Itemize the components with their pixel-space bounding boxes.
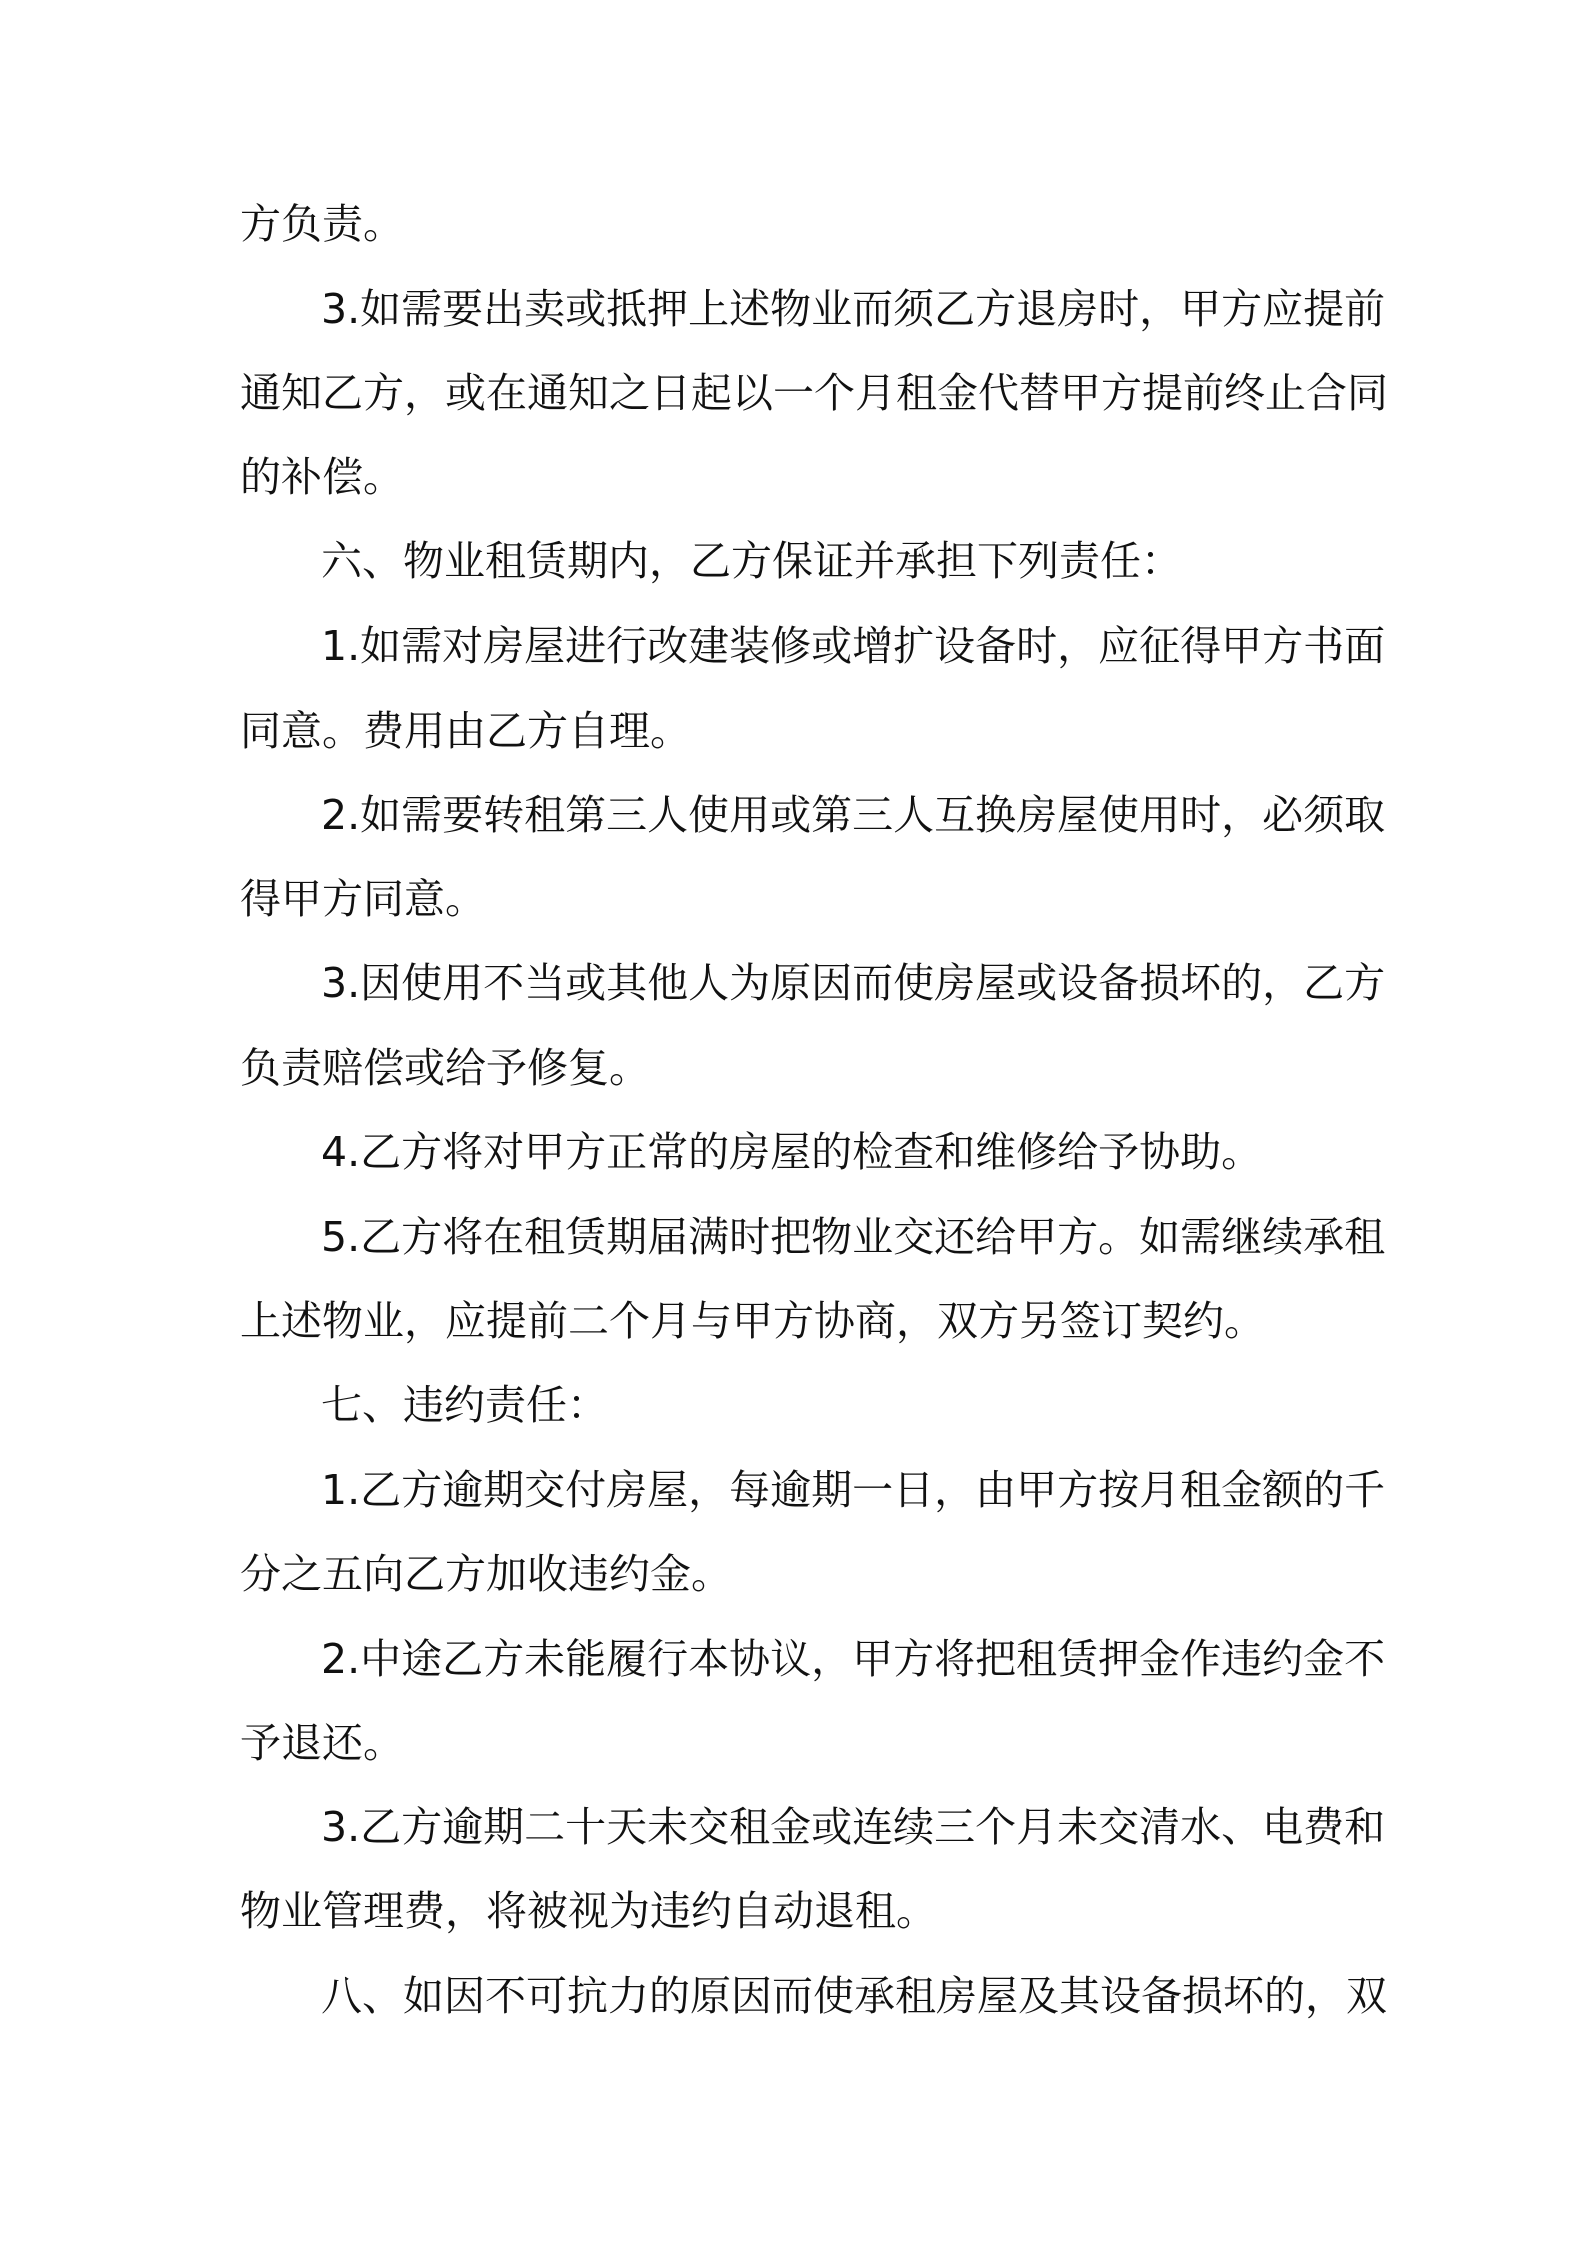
section-heading-6: 六、物业租赁期内，乙方保证并承担下列责任：: [321, 537, 1182, 585]
text-line-6: 1.如需对房屋进行改建装修或增扩设备时，应征得甲方书面: [321, 622, 1386, 670]
text-line-12: 4.乙方将对甲方正常的房屋的检查和维修给予协助。: [321, 1128, 1263, 1176]
text-line-18: 2.中途乙方未能履行本协议，甲方将把租赁押金作违约金不: [321, 1635, 1386, 1683]
text-line-19: 予退还。: [240, 1719, 404, 1767]
text-line-3: 通知乙方，或在通知之日起以一个月租金代替甲方提前终止合同: [240, 369, 1388, 417]
text-line-10: 3.因使用不当或其他人为原因而使房屋或设备损坏的，乙方: [321, 959, 1386, 1007]
text-line-16: 1.乙方逾期交付房屋，每逾期一日，由甲方按月租金额的千: [321, 1466, 1386, 1514]
text-line-1: 方负责。: [240, 200, 404, 248]
text-line-8: 2.如需要转租第三人使用或第三人互换房屋使用时，必须取: [321, 791, 1386, 839]
text-line-20: 3.乙方逾期二十天未交租金或连续三个月未交清水、电费和: [321, 1803, 1386, 1851]
text-line-21: 物业管理费，将被视为违约自动退租。: [240, 1887, 937, 1935]
section-heading-8: 八、如因不可抗力的原因而使承租房屋及其设备损坏的，双: [321, 1972, 1387, 2020]
text-line-14: 上述物业，应提前二个月与甲方协商，双方另签订契约。: [240, 1297, 1265, 1345]
text-line-4: 的补偿。: [240, 453, 404, 501]
text-line-2: 3.如需要出卖或抵押上述物业而须乙方退房时，甲方应提前: [321, 285, 1386, 333]
text-line-11: 负责赔偿或给予修复。: [240, 1044, 650, 1092]
text-line-9: 得甲方同意。: [240, 875, 486, 923]
text-line-13: 5.乙方将在租赁期届满时把物业交还给甲方。如需继续承租: [321, 1213, 1386, 1261]
section-heading-7: 七、违约责任：: [321, 1381, 608, 1429]
text-line-7: 同意。费用由乙方自理。: [240, 707, 691, 755]
text-line-17: 分之五向乙方加收违约金。: [240, 1550, 732, 1598]
